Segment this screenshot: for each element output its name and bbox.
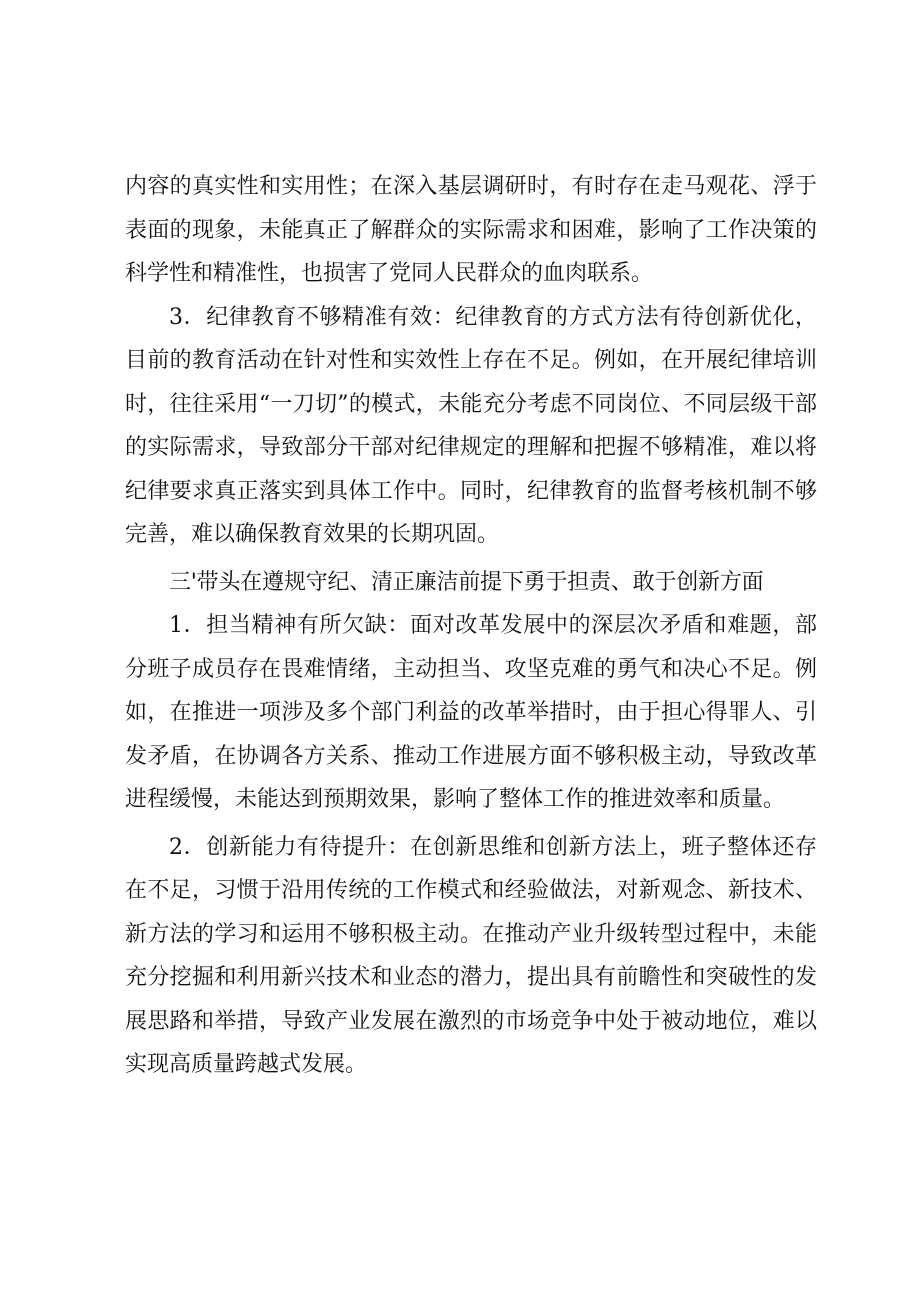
paragraph-discipline-education: 3．纪律教育不够精准有效：纪律教育的方式方法有待创新优化，目前的教育活动在针对性和实效性上存在不足。例如，在开展纪律培训时，往往采用“一刀切”的模式，未能充分考虑不同岗位、不同层级干部的实际需求，导致部分干部对纪律规定的理解和把握不够精准，难以将纪律要求真正落实到具体工作中。同时，纪律教育的监督考核机制不够完善，难以确保教育效果的长期巩固。 <box>125 304 817 547</box>
paragraph-responsibility: 1．担当精神有所欠缺：面对改革发展中的深层次矛盾和难题，部分班子成员存在畏难情绪，主动担当、攻坚克难的勇气和决心不足。例如，在推进一项涉及多个部门利益的改革举措时，由于担心得罪人、引发矛盾，在协调各方关系、推动工作进展方面不够积极主动，导致改革进程缓慢，未能达到预期效果，影响了整体工作的推进效率和质量。 <box>125 613 817 812</box>
document-body <box>125 165 817 1087</box>
paragraph-innovation: 2．创新能力有待提升：在创新思维和创新方法上，班子整体还存在不足，习惯于沿用传统的工作模式和经验做法，对新观念、新技术、新方法的学习和运用不够积极主动。在推动产业升级转型过程中，未能充分挖掘和利用新兴技术和业态的潜力，提出具有前瞻性和突破性的发展思路和举措，导致产业发展在激烈的市场竞争中处于被动地位，难以实现高质量跨越式发展。 <box>125 834 817 1077</box>
section-heading: 三'带头在遵规守纪、清正廉洁前提下勇于担责、敢于创新方面 <box>169 569 764 595</box>
paragraph-continuation: 内容的真实性和实用性；在深入基层调研时，有时存在走马观花、浮于表面的现象，未能真正了解群众的实际需求和困难，影响了工作决策的科学性和精准性，也损害了党同人民群众的血肉联系。 <box>125 174 817 286</box>
